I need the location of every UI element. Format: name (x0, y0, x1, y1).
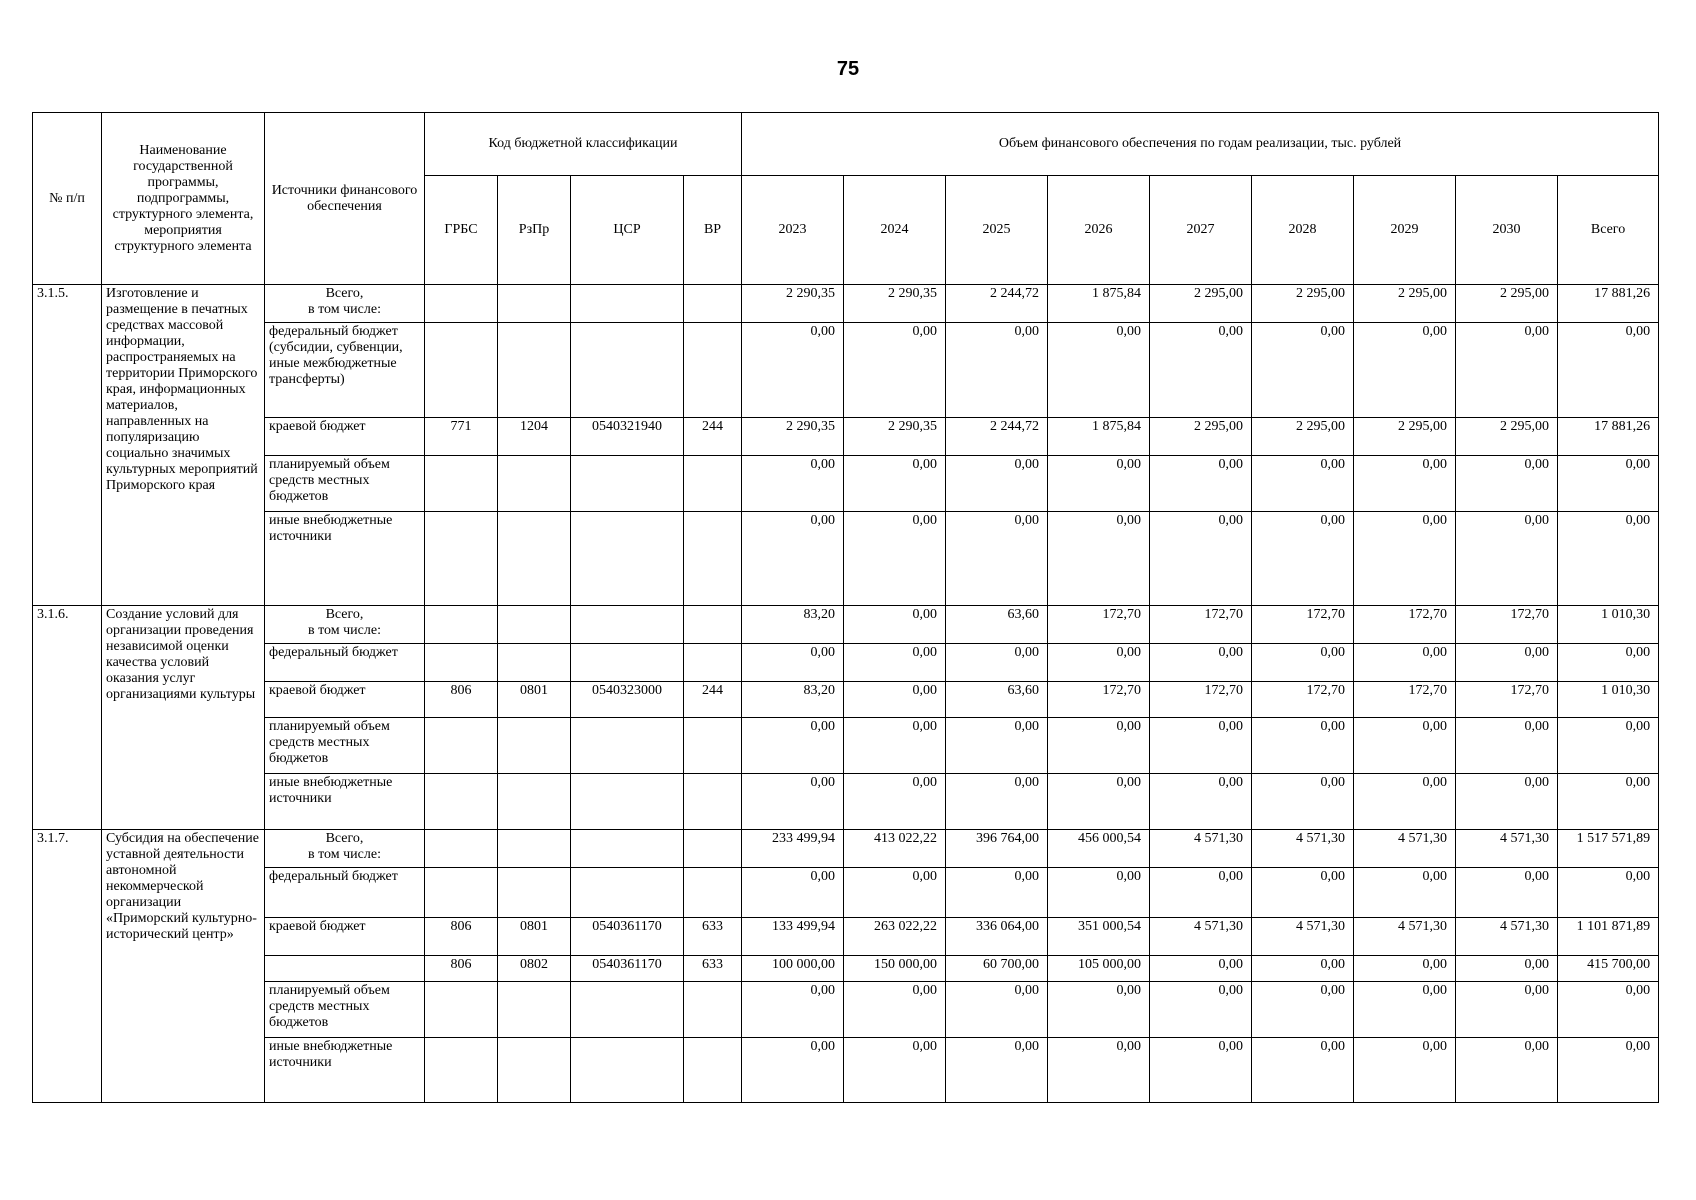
total-value-cell: 0,00 (1558, 512, 1659, 606)
year-value-cell: 172,70 (1150, 682, 1252, 718)
funding-source: планируемый объем средств местных бюджетов (265, 456, 425, 512)
vr-cell (684, 830, 742, 868)
year-value-cell: 2 295,00 (1252, 285, 1354, 323)
year-value-cell: 233 499,94 (742, 830, 844, 868)
year-value-cell: 0,00 (1252, 982, 1354, 1038)
year-value-cell: 0,00 (1456, 956, 1558, 982)
vr-cell (684, 1038, 742, 1103)
year-value-cell: 172,70 (1150, 606, 1252, 644)
year-value-cell: 0,00 (1354, 868, 1456, 918)
year-value-cell: 172,70 (1252, 606, 1354, 644)
csr-cell (571, 323, 684, 418)
year-value-cell: 0,00 (946, 512, 1048, 606)
year-value-cell: 0,00 (1456, 982, 1558, 1038)
year-value-cell: 2 295,00 (1354, 418, 1456, 456)
item-number: 3.1.6. (33, 606, 102, 830)
year-value-cell: 0,00 (1354, 644, 1456, 682)
year-value-cell: 0,00 (742, 868, 844, 918)
year-value-cell: 63,60 (946, 606, 1048, 644)
year-value-cell: 0,00 (946, 982, 1048, 1038)
vr-cell (684, 718, 742, 774)
total-value-cell: 1 010,30 (1558, 682, 1659, 718)
year-value-cell: 0,00 (844, 323, 946, 418)
header-csr: ЦСР (571, 176, 684, 285)
year-value-cell: 0,00 (946, 1038, 1048, 1103)
table-row-total (33, 606, 1659, 644)
header-name: Наименование государственной программы, подпрограммы, структурного элемента, мероприятия структурного элемента (102, 113, 265, 285)
year-value-cell: 0,00 (742, 323, 844, 418)
year-value-cell: 0,00 (1252, 956, 1354, 982)
grbs-cell (425, 718, 498, 774)
header-vr: ВР (684, 176, 742, 285)
header-kbk: Код бюджетной классификации (425, 113, 742, 176)
year-value-cell: 0,00 (1048, 323, 1150, 418)
grbs-cell (425, 1038, 498, 1103)
grbs-cell (425, 323, 498, 418)
year-value-cell: 4 571,30 (1354, 918, 1456, 956)
grbs-cell (425, 868, 498, 918)
total-value-cell: 0,00 (1558, 774, 1659, 830)
table-row (33, 918, 1659, 956)
year-value-cell: 0,00 (844, 606, 946, 644)
grbs-cell (425, 830, 498, 868)
year-value-cell: 0,00 (1252, 644, 1354, 682)
funding-source: Всего, в том числе: (265, 830, 425, 868)
year-value-cell: 172,70 (1456, 682, 1558, 718)
csr-cell (571, 512, 684, 606)
year-value-cell: 172,70 (1354, 606, 1456, 644)
table-row (33, 644, 1659, 682)
year-value-cell: 0,00 (1252, 1038, 1354, 1103)
vr-cell (684, 774, 742, 830)
csr-cell (571, 285, 684, 323)
year-value-cell: 2 290,35 (742, 285, 844, 323)
total-value-cell: 0,00 (1558, 644, 1659, 682)
rzpr-cell (498, 323, 571, 418)
funding-source: федеральный бюджет (265, 644, 425, 682)
rzpr-cell (498, 644, 571, 682)
year-value-cell: 0,00 (1354, 774, 1456, 830)
year-value-cell: 0,00 (1252, 456, 1354, 512)
year-value-cell: 0,00 (1456, 323, 1558, 418)
grbs-cell: 806 (425, 918, 498, 956)
rzpr-cell (498, 456, 571, 512)
year-value-cell: 4 571,30 (1252, 830, 1354, 868)
grbs-cell (425, 285, 498, 323)
table-row (33, 982, 1659, 1038)
year-value-cell: 0,00 (1456, 644, 1558, 682)
header-year: 2023 (742, 176, 844, 285)
header-num: № п/п (33, 113, 102, 285)
year-value-cell: 0,00 (946, 868, 1048, 918)
year-value-cell: 2 290,35 (844, 285, 946, 323)
year-value-cell: 1 875,84 (1048, 418, 1150, 456)
rzpr-cell (498, 982, 571, 1038)
year-value-cell: 0,00 (946, 774, 1048, 830)
year-value-cell: 2 295,00 (1150, 418, 1252, 456)
table-row (33, 323, 1659, 418)
table-header (33, 113, 1659, 285)
vr-cell: 633 (684, 956, 742, 982)
table-row (33, 868, 1659, 918)
year-value-cell: 0,00 (1252, 868, 1354, 918)
year-value-cell: 0,00 (1354, 512, 1456, 606)
year-value-cell: 0,00 (1252, 774, 1354, 830)
year-value-cell: 172,70 (1252, 682, 1354, 718)
year-value-cell: 0,00 (1048, 982, 1150, 1038)
grbs-cell (425, 982, 498, 1038)
year-value-cell: 4 571,30 (1150, 830, 1252, 868)
rzpr-cell (498, 868, 571, 918)
year-value-cell: 0,00 (1456, 718, 1558, 774)
total-value-cell: 0,00 (1558, 868, 1659, 918)
vr-cell: 244 (684, 418, 742, 456)
year-value-cell: 63,60 (946, 682, 1048, 718)
year-value-cell: 0,00 (1354, 718, 1456, 774)
vr-cell (684, 285, 742, 323)
csr-cell (571, 644, 684, 682)
grbs-cell (425, 644, 498, 682)
csr-cell (571, 830, 684, 868)
year-value-cell: 1 875,84 (1048, 285, 1150, 323)
item-number: 3.1.7. (33, 830, 102, 1103)
funding-source: иные внебюджетные источники (265, 512, 425, 606)
year-value-cell: 0,00 (1150, 644, 1252, 682)
header-year: 2026 (1048, 176, 1150, 285)
grbs-cell (425, 512, 498, 606)
rzpr-cell (498, 830, 571, 868)
csr-cell: 0540361170 (571, 918, 684, 956)
table-row (33, 682, 1659, 718)
total-value-cell: 0,00 (1558, 456, 1659, 512)
grbs-cell (425, 456, 498, 512)
csr-cell (571, 606, 684, 644)
year-value-cell: 0,00 (946, 644, 1048, 682)
year-value-cell: 0,00 (1456, 456, 1558, 512)
year-value-cell: 336 064,00 (946, 918, 1048, 956)
year-value-cell: 4 571,30 (1456, 830, 1558, 868)
vr-cell: 244 (684, 682, 742, 718)
year-value-cell: 83,20 (742, 682, 844, 718)
grbs-cell: 771 (425, 418, 498, 456)
vr-cell (684, 868, 742, 918)
vr-cell (684, 982, 742, 1038)
year-value-cell: 2 295,00 (1150, 285, 1252, 323)
year-value-cell: 0,00 (1048, 512, 1150, 606)
grbs-cell (425, 774, 498, 830)
year-value-cell: 0,00 (1252, 323, 1354, 418)
csr-cell (571, 718, 684, 774)
year-value-cell: 150 000,00 (844, 956, 946, 982)
year-value-cell: 0,00 (1048, 774, 1150, 830)
table-row (33, 718, 1659, 774)
rzpr-cell: 0801 (498, 682, 571, 718)
year-value-cell: 0,00 (1456, 512, 1558, 606)
year-value-cell: 2 290,35 (742, 418, 844, 456)
year-value-cell: 2 295,00 (1456, 285, 1558, 323)
year-value-cell: 396 764,00 (946, 830, 1048, 868)
total-value-cell: 0,00 (1558, 1038, 1659, 1103)
csr-cell (571, 774, 684, 830)
year-value-cell: 0,00 (1150, 512, 1252, 606)
header-year: 2025 (946, 176, 1048, 285)
year-value-cell: 0,00 (844, 644, 946, 682)
table-row (33, 418, 1659, 456)
year-value-cell: 0,00 (742, 982, 844, 1038)
year-value-cell: 172,70 (1354, 682, 1456, 718)
item-name: Субсидия на обеспечение уставной деятельности автономной некоммерческой организации «Приморский культурно-исторический центр» (102, 830, 265, 1103)
total-value-cell: 1 010,30 (1558, 606, 1659, 644)
csr-cell: 0540361170 (571, 956, 684, 982)
year-value-cell: 0,00 (844, 456, 946, 512)
csr-cell: 0540323000 (571, 682, 684, 718)
grbs-cell (425, 606, 498, 644)
funding-source: федеральный бюджет (265, 868, 425, 918)
rzpr-cell (498, 718, 571, 774)
year-value-cell: 4 571,30 (1150, 918, 1252, 956)
year-value-cell: 0,00 (1354, 323, 1456, 418)
funding-source: иные внебюджетные источники (265, 1038, 425, 1103)
year-value-cell: 0,00 (1150, 982, 1252, 1038)
year-value-cell: 133 499,94 (742, 918, 844, 956)
year-value-cell: 0,00 (1354, 456, 1456, 512)
year-value-cell: 2 290,35 (844, 418, 946, 456)
year-value-cell: 83,20 (742, 606, 844, 644)
year-value-cell: 0,00 (1150, 323, 1252, 418)
funding-source: краевой бюджет (265, 418, 425, 456)
year-value-cell: 0,00 (1150, 956, 1252, 982)
year-value-cell: 0,00 (1048, 456, 1150, 512)
year-value-cell: 2 295,00 (1354, 285, 1456, 323)
year-value-cell: 0,00 (946, 718, 1048, 774)
year-value-cell: 0,00 (742, 512, 844, 606)
grbs-cell: 806 (425, 682, 498, 718)
year-value-cell: 0,00 (1354, 1038, 1456, 1103)
year-value-cell: 0,00 (844, 1038, 946, 1103)
rzpr-cell: 0801 (498, 918, 571, 956)
year-value-cell: 2 295,00 (1456, 418, 1558, 456)
header-total: Всего (1558, 176, 1659, 285)
total-value-cell: 1 101 871,89 (1558, 918, 1659, 956)
rzpr-cell: 1204 (498, 418, 571, 456)
year-value-cell: 0,00 (742, 644, 844, 682)
header-year: 2024 (844, 176, 946, 285)
year-value-cell: 0,00 (1456, 868, 1558, 918)
year-value-cell: 0,00 (1354, 982, 1456, 1038)
rzpr-cell: 0802 (498, 956, 571, 982)
year-value-cell: 0,00 (946, 456, 1048, 512)
year-value-cell: 2 244,72 (946, 418, 1048, 456)
year-value-cell: 172,70 (1456, 606, 1558, 644)
rzpr-cell (498, 285, 571, 323)
year-value-cell: 4 571,30 (1354, 830, 1456, 868)
year-value-cell: 0,00 (742, 718, 844, 774)
total-value-cell: 17 881,26 (1558, 418, 1659, 456)
funding-source: федеральный бюджет (субсидии, субвенции, иные межбюджетные трансферты) (265, 323, 425, 418)
year-value-cell: 0,00 (1150, 774, 1252, 830)
year-value-cell: 413 022,22 (844, 830, 946, 868)
year-value-cell: 351 000,54 (1048, 918, 1150, 956)
header-volume: Объем финансового обеспечения по годам реализации, тыс. рублей (742, 113, 1659, 176)
year-value-cell: 172,70 (1048, 606, 1150, 644)
header-source: Источники финансового обеспечения (265, 113, 425, 285)
csr-cell (571, 982, 684, 1038)
year-value-cell: 0,00 (1150, 456, 1252, 512)
page-number: 75 (836, 58, 860, 80)
table-row (33, 456, 1659, 512)
year-value-cell: 0,00 (1456, 774, 1558, 830)
header-year: 2029 (1354, 176, 1456, 285)
year-value-cell: 0,00 (1150, 868, 1252, 918)
year-value-cell: 0,00 (946, 323, 1048, 418)
total-value-cell: 0,00 (1558, 323, 1659, 418)
funding-source: Всего, в том числе: (265, 285, 425, 323)
year-value-cell: 0,00 (1354, 956, 1456, 982)
rzpr-cell (498, 512, 571, 606)
year-value-cell: 456 000,54 (1048, 830, 1150, 868)
year-value-cell: 4 571,30 (1456, 918, 1558, 956)
table-row (33, 774, 1659, 830)
vr-cell (684, 456, 742, 512)
rzpr-cell (498, 1038, 571, 1103)
csr-cell (571, 456, 684, 512)
item-number: 3.1.5. (33, 285, 102, 606)
item-name: Создание условий для организации проведения независимой оценки качества условий оказания услуг организациями культуры (102, 606, 265, 830)
year-value-cell: 0,00 (844, 868, 946, 918)
year-value-cell: 105 000,00 (1048, 956, 1150, 982)
year-value-cell: 0,00 (844, 682, 946, 718)
funding-source: планируемый объем средств местных бюджетов (265, 982, 425, 1038)
total-value-cell: 0,00 (1558, 982, 1659, 1038)
year-value-cell: 0,00 (844, 982, 946, 1038)
header-year: 2028 (1252, 176, 1354, 285)
year-value-cell: 0,00 (1048, 644, 1150, 682)
year-value-cell: 172,70 (1048, 682, 1150, 718)
year-value-cell: 0,00 (1150, 1038, 1252, 1103)
year-value-cell: 0,00 (844, 718, 946, 774)
header-year: 2030 (1456, 176, 1558, 285)
table-row-total (33, 830, 1659, 868)
csr-cell: 0540321940 (571, 418, 684, 456)
year-value-cell: 60 700,00 (946, 956, 1048, 982)
year-value-cell: 0,00 (742, 456, 844, 512)
table-row-total (33, 285, 1659, 323)
budget-table (32, 112, 1659, 1103)
year-value-cell: 100 000,00 (742, 956, 844, 982)
funding-source: иные внебюджетные источники (265, 774, 425, 830)
year-value-cell: 0,00 (1456, 1038, 1558, 1103)
year-value-cell: 0,00 (1150, 718, 1252, 774)
total-value-cell: 0,00 (1558, 718, 1659, 774)
header-rzpr: РзПр (498, 176, 571, 285)
vr-cell (684, 323, 742, 418)
year-value-cell: 2 244,72 (946, 285, 1048, 323)
csr-cell (571, 868, 684, 918)
table-row (33, 1038, 1659, 1103)
vr-cell (684, 512, 742, 606)
item-name: Изготовление и размещение в печатных средствах массовой информации, распространяемых на территории Приморского края, информационных материалов, направленных на популяризацию социально значимых культурных мероприятий Приморского края (102, 285, 265, 606)
table-row (33, 956, 1659, 982)
year-value-cell: 0,00 (742, 1038, 844, 1103)
table-row (33, 512, 1659, 606)
year-value-cell: 263 022,22 (844, 918, 946, 956)
header-year: 2027 (1150, 176, 1252, 285)
grbs-cell: 806 (425, 956, 498, 982)
year-value-cell: 0,00 (844, 512, 946, 606)
csr-cell (571, 1038, 684, 1103)
year-value-cell: 0,00 (1048, 1038, 1150, 1103)
year-value-cell: 0,00 (1048, 718, 1150, 774)
vr-cell: 633 (684, 918, 742, 956)
funding-source (265, 956, 425, 982)
year-value-cell: 0,00 (1252, 718, 1354, 774)
year-value-cell: 0,00 (1048, 868, 1150, 918)
vr-cell (684, 644, 742, 682)
year-value-cell: 4 571,30 (1252, 918, 1354, 956)
total-value-cell: 415 700,00 (1558, 956, 1659, 982)
year-value-cell: 0,00 (844, 774, 946, 830)
funding-source: краевой бюджет (265, 682, 425, 718)
funding-source: краевой бюджет (265, 918, 425, 956)
header-grbs: ГРБС (425, 176, 498, 285)
total-value-cell: 1 517 571,89 (1558, 830, 1659, 868)
total-value-cell: 17 881,26 (1558, 285, 1659, 323)
year-value-cell: 0,00 (742, 774, 844, 830)
funding-source: планируемый объем средств местных бюджетов (265, 718, 425, 774)
vr-cell (684, 606, 742, 644)
year-value-cell: 0,00 (1252, 512, 1354, 606)
table-body (33, 285, 1659, 1103)
funding-source: Всего, в том числе: (265, 606, 425, 644)
rzpr-cell (498, 774, 571, 830)
year-value-cell: 2 295,00 (1252, 418, 1354, 456)
rzpr-cell (498, 606, 571, 644)
